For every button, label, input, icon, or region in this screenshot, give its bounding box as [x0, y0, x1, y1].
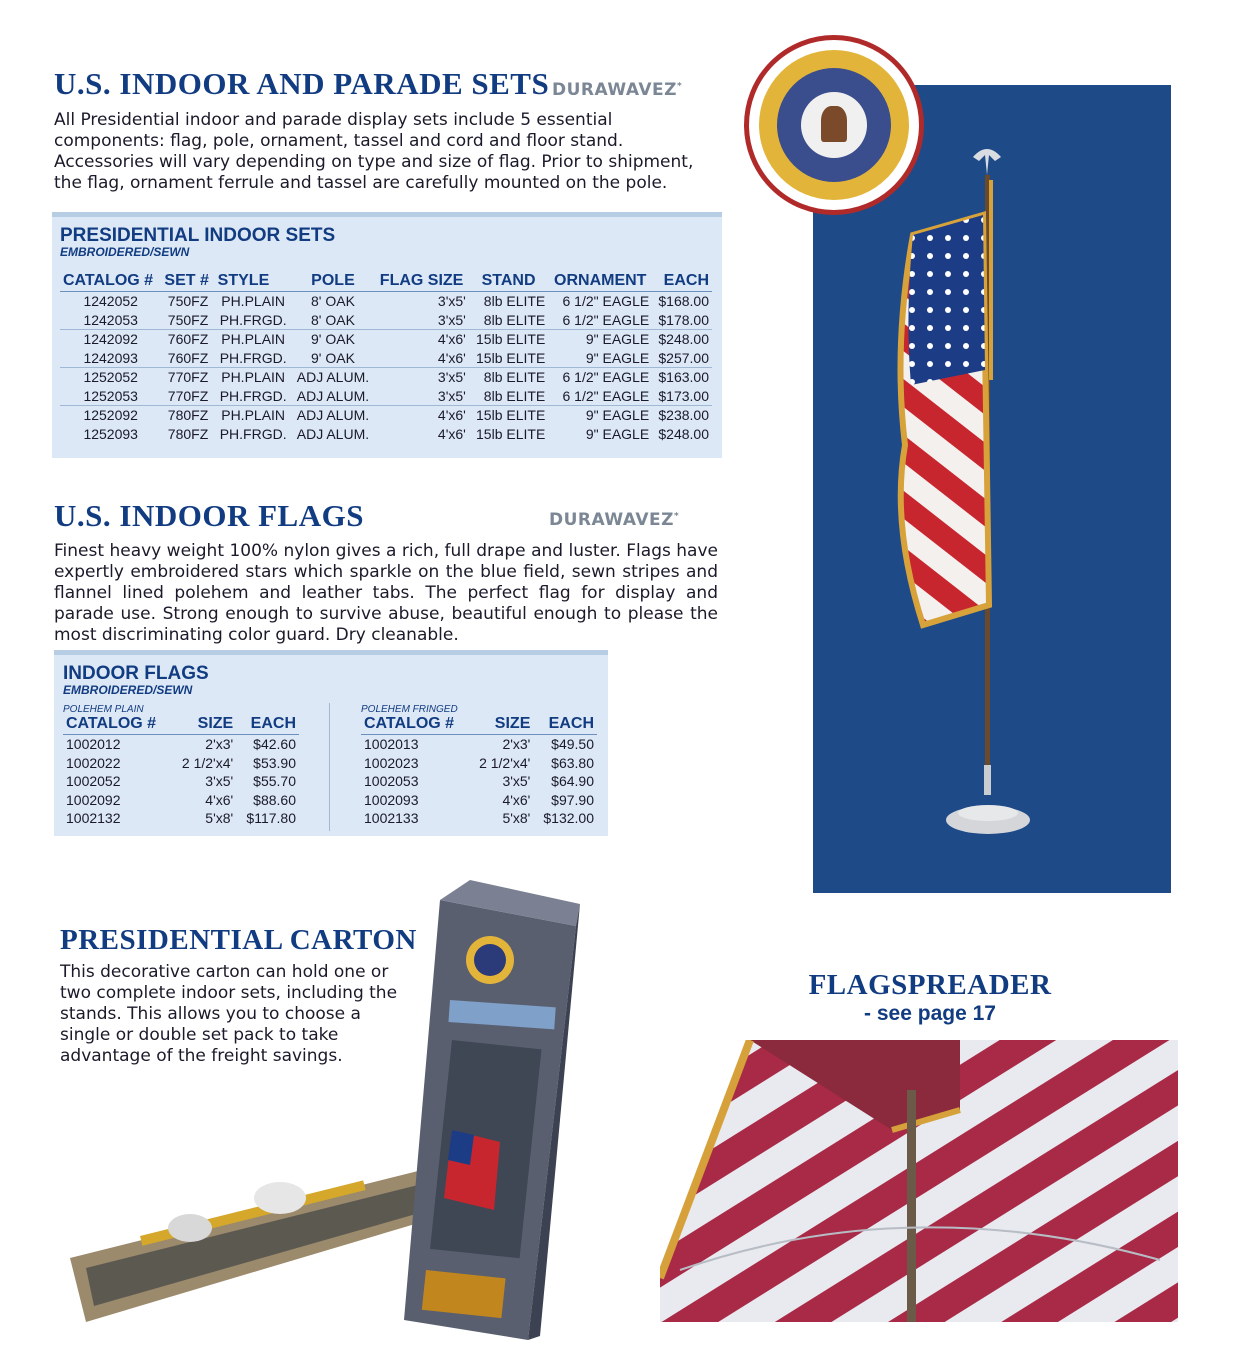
flagspreader-title: FLAGSPREADER	[808, 969, 1052, 1001]
sets-table-subtitle: EMBROIDERED/SEWN	[60, 245, 190, 259]
sets-table-cell: 760FZ	[161, 349, 214, 368]
plain-flags-cell: 1002092	[66, 791, 121, 808]
fringed-flags-row	[361, 772, 597, 791]
sets-table-cell: 4'x6'	[437, 407, 466, 423]
fringed-flags-cell: 1002093	[364, 791, 419, 808]
sets-table-cell: 780FZ	[167, 425, 209, 442]
sets-table-cell: 1242053	[60, 311, 161, 330]
sets-table-cell: PH.FRGD.	[219, 425, 287, 442]
fringed-flags-cell: 2 1/2'x4'	[479, 754, 531, 771]
sets-table-cell: $248.00	[658, 425, 709, 442]
fringed-flags-row	[361, 735, 597, 754]
plain-flags-cell: $53.90	[253, 754, 296, 771]
col-flag-size: FLAG SIZE	[374, 272, 469, 292]
sets-table-cell: 6 1/2" EAGLE	[548, 387, 652, 406]
indoor-parade-description	[54, 110, 726, 194]
sets-table-cell: 15lb ELITE	[476, 425, 546, 442]
fringed-flags-cell: 5'x8'	[502, 810, 531, 826]
sets-table-cell: 1242052	[83, 293, 138, 309]
plain-flags-cell: $55.70	[253, 773, 296, 789]
fringed-header-row	[361, 715, 597, 735]
plain-flags-row	[63, 735, 299, 754]
sets-table-cell: PH.FRGD.	[215, 349, 292, 368]
polehem-plain-section	[63, 704, 299, 828]
plain-col-size: SIZE	[172, 715, 237, 735]
carton-photo	[70, 880, 590, 1356]
fringed-flags-cell: $63.80	[551, 754, 594, 771]
flags-table-subtitle: EMBROIDERED/SEWN	[63, 683, 193, 697]
sets-table-cell: 3'x5'	[374, 387, 469, 406]
sets-table-cell: 770FZ	[167, 369, 209, 385]
sets-table-cell: 15lb ELITE	[469, 349, 548, 368]
fringed-flags-cell: 2'x3'	[502, 736, 531, 752]
flags-table-divider	[329, 703, 330, 831]
plain-flags-cell: 1002022	[66, 754, 121, 771]
fringed-col-catalog: CATALOG #	[361, 715, 469, 735]
flagspreader-subtitle: - see page 17	[864, 1002, 996, 1025]
polehem-plain-grid	[63, 715, 299, 828]
sets-table-row	[60, 292, 712, 311]
sets-table-cell: 750FZ	[167, 293, 209, 309]
sets-table-row	[60, 425, 712, 444]
sets-table-cell: 9' OAK	[292, 349, 375, 368]
col-ornament: ORNAMENT	[548, 272, 652, 292]
flagspreader-heading	[790, 968, 1070, 1026]
carton-description: This decorative carton can hold one or two complete indoor sets, including the stands. This allows you to choose a single or double set pack to take advantage of the freight savings.	[60, 962, 398, 1066]
carton-box-icon	[70, 880, 590, 1356]
sets-table-cell: $238.00	[658, 407, 709, 423]
sets-table-cell: 1252052	[83, 369, 138, 385]
plain-flags-cell: 5'x8'	[205, 810, 234, 826]
plain-flags-cell: 2 1/2'x4'	[181, 754, 234, 771]
plain-flags-row	[63, 791, 299, 810]
sets-table-cell: 1242093	[60, 349, 161, 368]
sets-table-cell: 760FZ	[167, 331, 209, 347]
plain-flags-cell: 1002132	[66, 810, 121, 826]
sets-table-cell: 8' OAK	[292, 311, 375, 330]
fringed-flags-cell: 4'x6'	[502, 791, 531, 808]
indoor-parade-title: U.S. INDOOR AND PARADE SETS	[54, 66, 550, 101]
indoor-flags-description: Finest heavy weight 100% nylon gives a rich, full drape and luster. Flags have expertly embroidered stars which sparkle on the blue field, sewn stripes and flannel lined polehem and leather tabs. The perfect flag for display and parade use. Strong enough to survive abuse, beautiful enough to please the most discriminating color guard. Dry cleanable.	[54, 541, 718, 645]
sets-table-row	[60, 368, 712, 387]
sets-table-cell: $178.00	[652, 311, 712, 330]
sets-table-cell: $248.00	[658, 331, 709, 347]
plain-flags-cell: $88.60	[253, 791, 296, 808]
sets-table-cell: $163.00	[658, 369, 709, 385]
sets-table-cell: 1252092	[83, 407, 138, 423]
sets-table-cell: 750FZ	[161, 311, 214, 330]
flags-table-title: INDOOR FLAGS	[63, 663, 209, 684]
sets-table-cell: 3'x5'	[374, 311, 469, 330]
sets-table-cell: ADJ ALUM.	[296, 425, 370, 442]
durawavez-logo-2: DURAWAVEZ*	[549, 510, 680, 530]
fringed-flags-cell: 1002013	[364, 736, 419, 752]
sets-table-cell: 9" EAGLE	[585, 407, 650, 423]
sets-table-cell: 1252093	[83, 425, 138, 442]
sets-table-title: PRESIDENTIAL INDOOR SETS	[60, 225, 336, 246]
fringed-flags-row	[361, 791, 597, 810]
sets-table-cell: 3'x5'	[437, 369, 466, 385]
sets-table-cell: PH.PLAIN	[221, 369, 286, 385]
presidential-indoor-sets-table	[52, 212, 722, 458]
sets-table-cell: $168.00	[658, 293, 709, 309]
sets-table-cell: 8lb ELITE	[483, 369, 546, 385]
plain-flags-row	[63, 754, 299, 773]
polehem-fringed-section	[361, 704, 597, 828]
fringed-flags-cell: 3'x5'	[502, 773, 531, 789]
plain-flags-row	[63, 809, 299, 828]
fringed-flags-cell: $49.50	[551, 736, 594, 752]
sets-table-cell: 9" EAGLE	[585, 331, 650, 347]
sets-table-header-row	[60, 272, 712, 292]
plain-flags-cell: $42.60	[253, 736, 296, 752]
sets-table-row	[60, 311, 712, 330]
sets-table-cell: 1242092	[83, 331, 138, 347]
col-pole: POLE	[292, 272, 375, 292]
sets-table-cell: 3'x5'	[437, 293, 466, 309]
indoor-flags-table	[54, 650, 608, 836]
sets-table-cell: 4'x6'	[437, 331, 466, 347]
sets-table-cell: 1252053	[60, 387, 161, 406]
sets-table-cell: 15lb ELITE	[476, 331, 546, 347]
col-stand: STAND	[469, 272, 548, 292]
fringed-flags-cell: $97.90	[551, 791, 594, 808]
col-set: SET #	[161, 272, 214, 292]
sets-table-cell: PH.FRGD.	[215, 387, 292, 406]
sets-table-row	[60, 406, 712, 425]
sets-table-row	[60, 387, 712, 406]
carton-title: PRESIDENTIAL CARTON	[60, 924, 417, 956]
fringed-col-each: EACH	[533, 715, 597, 735]
sets-table-cell: PH.PLAIN	[221, 293, 286, 309]
plain-header-row	[63, 715, 299, 735]
fringed-flags-cell: 1002133	[364, 810, 419, 826]
plain-flags-cell: 1002012	[66, 736, 121, 752]
sets-table-cell: 6 1/2" EAGLE	[562, 293, 650, 309]
plain-flags-row	[63, 772, 299, 791]
indoor-parade-paragraph-1: All Presidential indoor and parade display sets include 5 essential components: flag, pole, ornament, tassel and cord and floor stand.	[54, 110, 624, 151]
col-style: STYLE	[215, 272, 292, 292]
plain-flags-cell: 3'x5'	[205, 773, 234, 789]
plain-col-catalog: CATALOG #	[63, 715, 172, 735]
fringed-flags-row	[361, 754, 597, 773]
fringed-flags-cell: 1002023	[364, 754, 419, 771]
quality-seal-icon	[744, 35, 924, 215]
fringed-flags-cell: $64.90	[551, 773, 594, 789]
sets-table-cell: PH.FRGD.	[215, 311, 292, 330]
polehem-fringed-label: POLEHEM FRINGED	[361, 704, 458, 715]
indoor-parade-paragraph-2: Accessories will vary depending on type and size of flag. Prior to shipment, the flag, ornament ferrule and tassel are carefully mounted on the pole.	[54, 152, 694, 193]
polehem-plain-label: POLEHEM PLAIN	[63, 704, 144, 715]
plain-flags-cell: 2'x3'	[205, 736, 234, 752]
sets-table-cell: 6 1/2" EAGLE	[562, 369, 650, 385]
col-each: EACH	[652, 272, 712, 292]
fringed-flags-row	[361, 809, 597, 828]
sets-table-cell: 8lb ELITE	[469, 311, 548, 330]
eagle-icon	[973, 149, 1001, 175]
sets-table-row	[60, 349, 712, 368]
sets-table-cell: 8' OAK	[311, 293, 355, 309]
sets-table-cell: $173.00	[652, 387, 712, 406]
flagspreader-photo	[660, 1040, 1178, 1322]
sets-table-cell: 4'x6'	[374, 349, 469, 368]
sets-table-cell: ADJ ALUM.	[296, 369, 370, 385]
sets-table-cell: 8lb ELITE	[483, 293, 546, 309]
sets-table-cell: 770FZ	[161, 387, 214, 406]
sets-table-grid	[60, 272, 712, 443]
col-catalog: CATALOG #	[60, 272, 161, 292]
sets-table-cell: 4'x6'	[437, 425, 466, 442]
sets-table-cell: PH.PLAIN	[221, 407, 286, 423]
polehem-fringed-grid	[361, 715, 597, 828]
sets-table-cell: ADJ ALUM.	[292, 387, 375, 406]
plain-flags-cell: 1002052	[66, 773, 121, 789]
sets-table-cell: 9" EAGLE	[585, 425, 650, 442]
sets-table-cell: 9" EAGLE	[548, 349, 652, 368]
fringed-flags-cell: 1002053	[364, 773, 419, 789]
sets-table-cell: 8lb ELITE	[469, 387, 548, 406]
sets-table-cell: 15lb ELITE	[476, 407, 546, 423]
sets-table-cell: 780FZ	[167, 407, 209, 423]
sets-table-cell: 6 1/2" EAGLE	[548, 311, 652, 330]
sets-table-cell: $257.00	[652, 349, 712, 368]
sets-table-cell: PH.PLAIN	[221, 331, 286, 347]
plain-col-each: EACH	[236, 715, 299, 735]
flagspreader-flag-icon	[660, 1040, 1178, 1322]
fringed-col-size: SIZE	[469, 715, 533, 735]
plain-flags-cell: $117.80	[246, 810, 296, 826]
durawavez-logo: DURAWAVEZ*	[552, 80, 683, 100]
plain-flags-cell: 4'x6'	[205, 791, 234, 808]
fringed-flags-cell: $132.00	[543, 810, 594, 826]
sets-table-row	[60, 330, 712, 349]
indoor-flags-title: U.S. INDOOR FLAGS	[54, 498, 364, 533]
sets-table-cell: ADJ ALUM.	[296, 407, 370, 423]
sets-table-cell: 9' OAK	[311, 331, 355, 347]
